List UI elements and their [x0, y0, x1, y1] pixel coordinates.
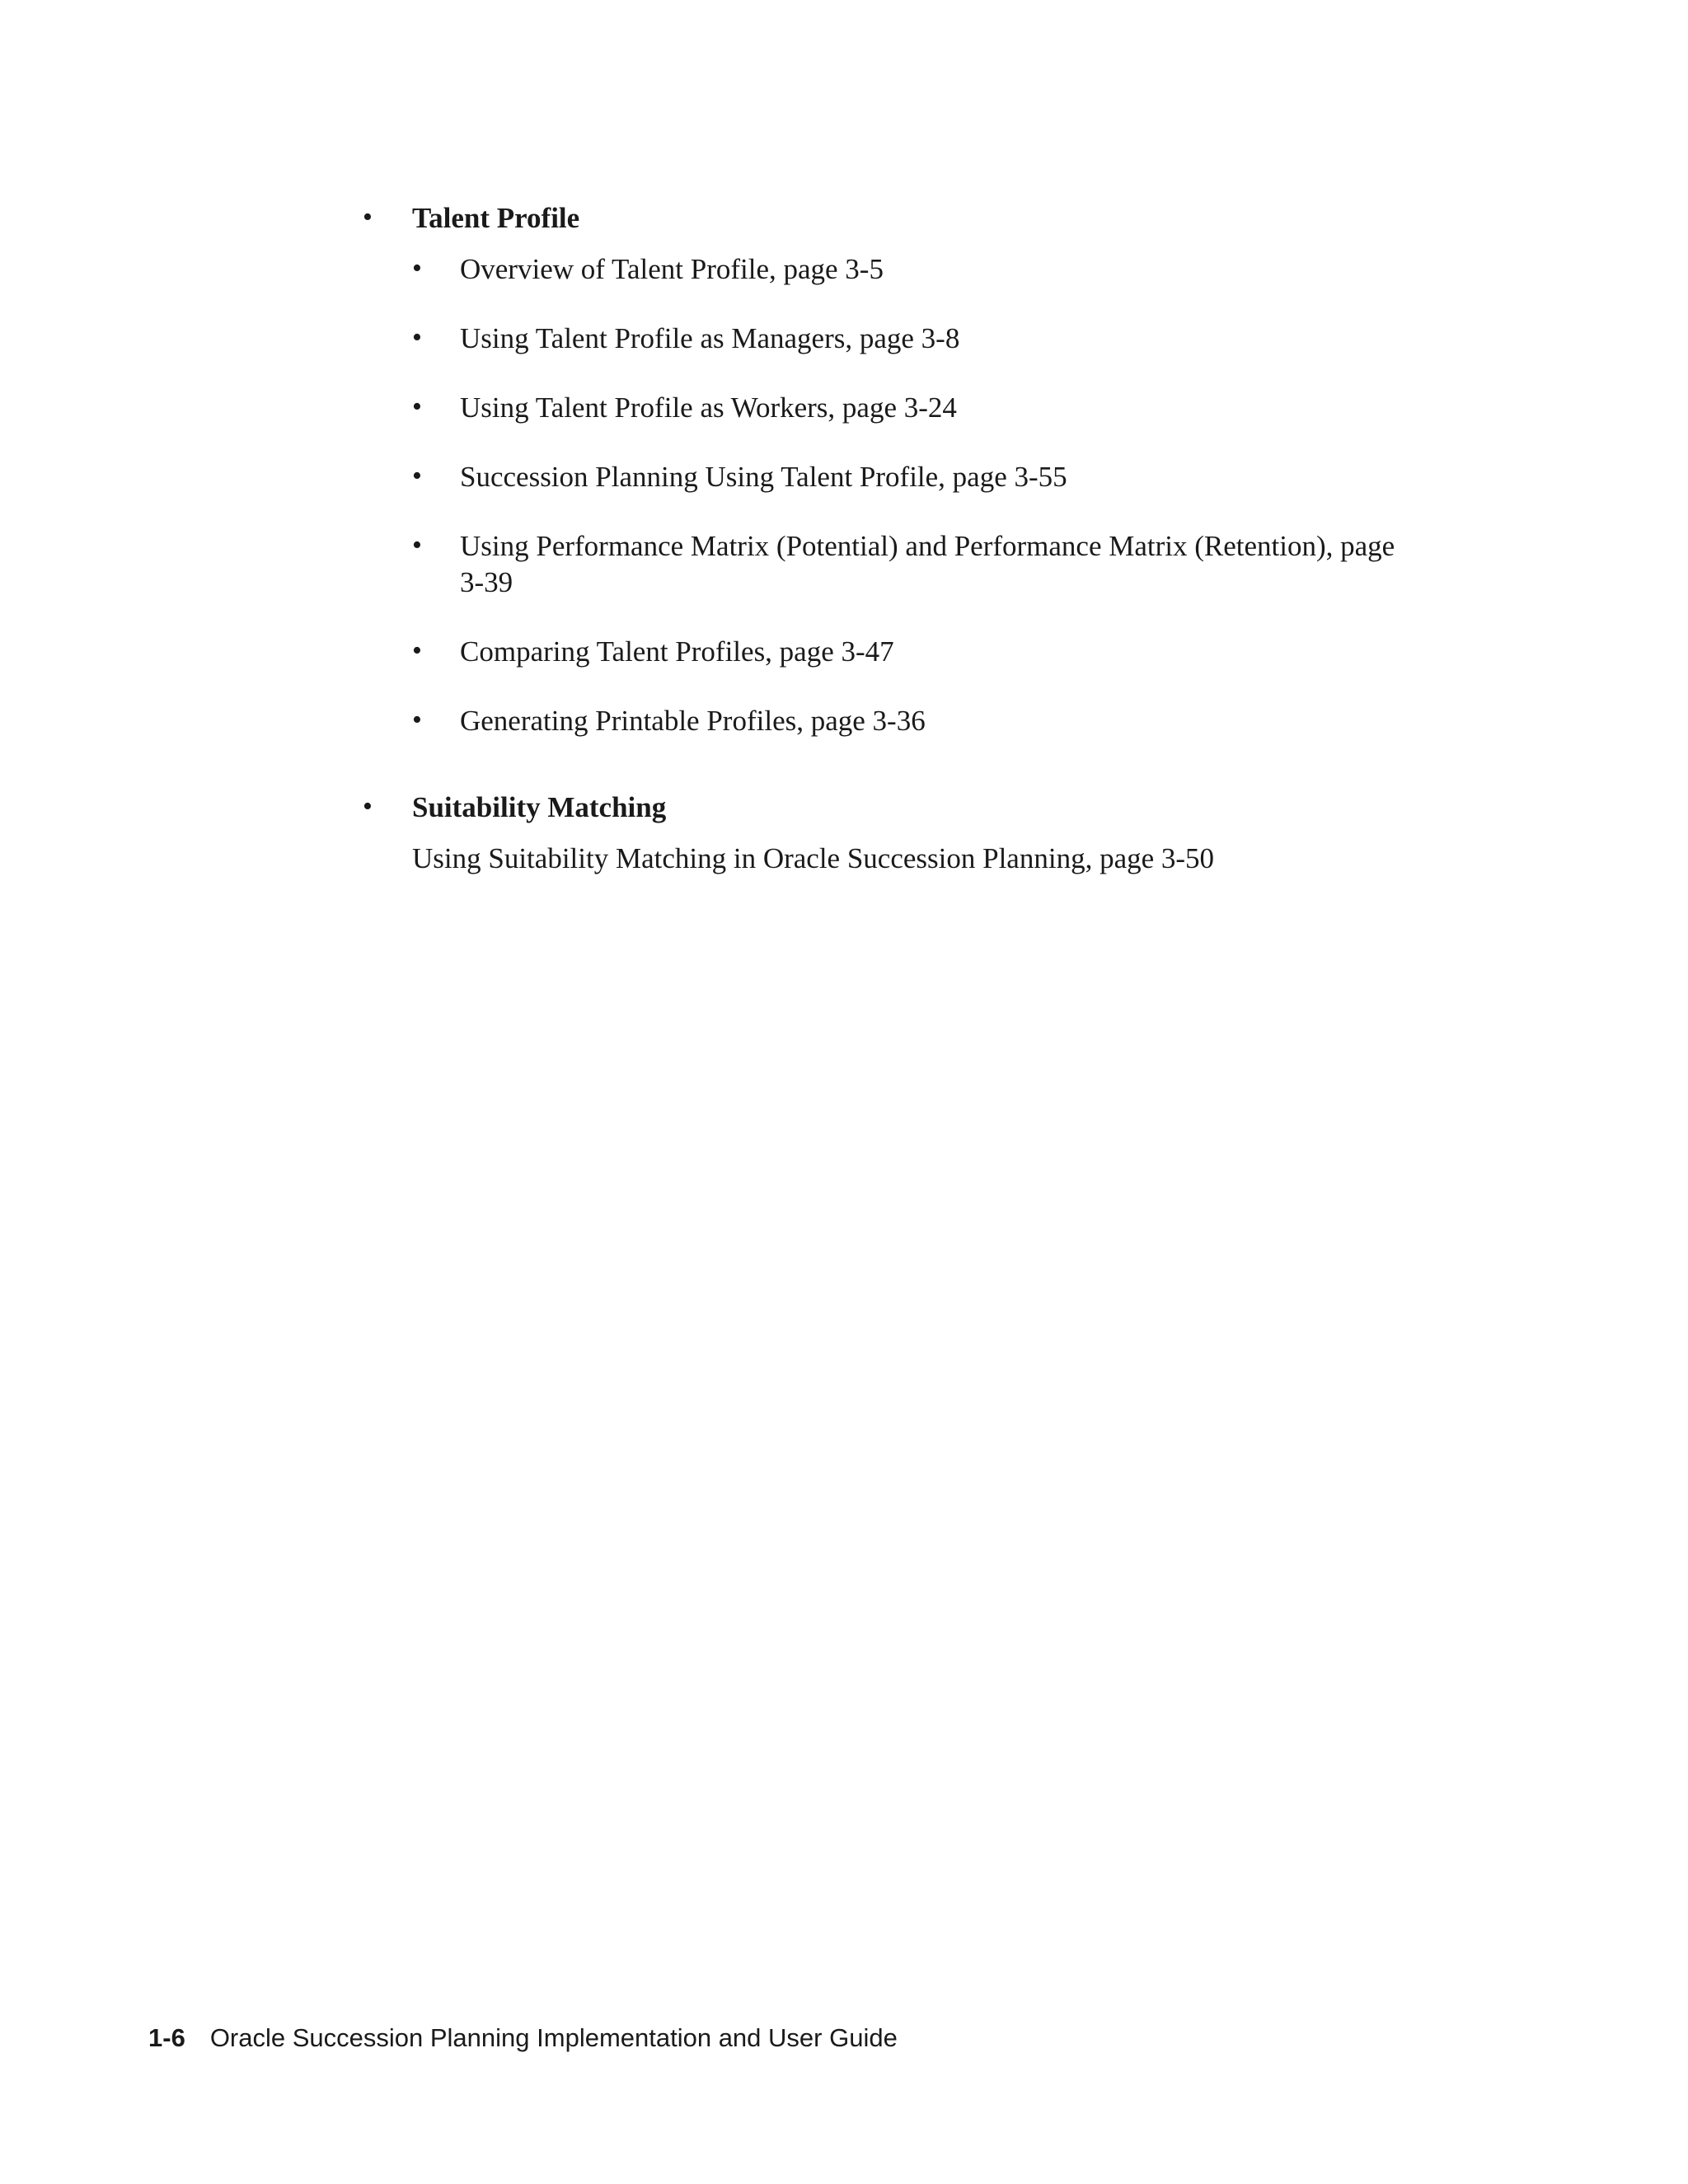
page-number: 1-6 — [148, 2023, 185, 2052]
section-description: Using Suitability Matching in Oracle Succession Planning, page 3-50 — [412, 842, 1215, 874]
list-item-text: Generating Printable Profiles, page 3-36 — [460, 705, 926, 737]
bullet-icon: • — [412, 705, 422, 735]
bullet-icon: • — [412, 530, 422, 560]
list-item-text: Using Talent Profile as Workers, page 3-24 — [460, 391, 957, 424]
bullet-icon: • — [412, 391, 422, 422]
list-item-text: Succession Planning Using Talent Profile, page 3-55 — [460, 461, 1067, 493]
list-item-text: Comparing Talent Profiles, page 3-47 — [460, 635, 894, 668]
bullet-icon: • — [412, 461, 422, 491]
list-item-text: Overview of Talent Profile, page 3-5 — [460, 253, 884, 285]
bullet-icon: • — [412, 635, 422, 666]
page-footer — [148, 2023, 898, 2053]
bullet-icon: • — [412, 253, 422, 284]
list-item-text: Using Performance Matrix (Potential) and Performance Matrix (Retention), page 3-39 — [460, 530, 1395, 598]
list-item-text: Using Talent Profile as Managers, page 3-8 — [460, 322, 960, 354]
book-title: Oracle Succession Planning Implementation and User Guide — [209, 2023, 898, 2052]
bullet-icon: • — [363, 791, 373, 822]
bullet-icon: • — [363, 202, 373, 232]
section-heading: Talent Profile — [412, 202, 580, 234]
section-heading: Suitability Matching — [412, 791, 667, 823]
bullet-icon: • — [412, 322, 422, 353]
